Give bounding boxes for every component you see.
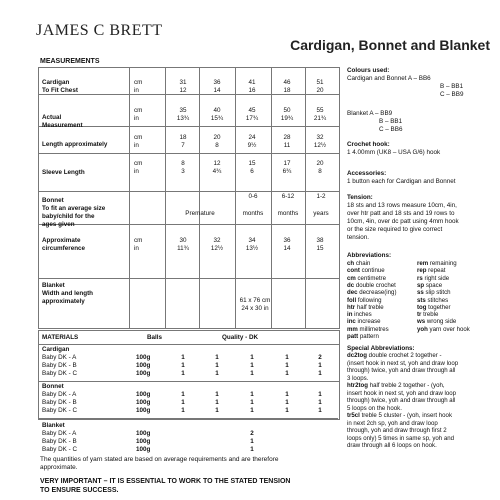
abbreviation-key: ss — [417, 289, 424, 297]
fit-in-2: 14 — [213, 87, 221, 94]
colours-heading: Colours used: — [347, 67, 390, 74]
special-abbreviation-text: treble 5 cluster - (yoh, insert hook — [359, 412, 452, 419]
abbreviation-meaning: yarn over hook — [427, 325, 470, 333]
yarn-weight: 100g — [136, 438, 151, 445]
sleeve-in-5: 8 — [318, 168, 322, 175]
cardigan-colour-a: Cardigan and Bonnet A – BB6 — [347, 75, 431, 82]
blanket-size-label: Width and length — [42, 290, 94, 297]
materials-bonnet-label: Bonnet — [42, 383, 64, 390]
abbreviations-heading: Abbreviations: — [347, 252, 392, 259]
abbreviation-meaning: repeat — [426, 267, 446, 275]
actual-cm-3: 45 — [248, 107, 256, 114]
abbreviation-meaning: double crochet — [354, 281, 396, 289]
yarn-name: Baby DK - B — [42, 362, 77, 369]
circ-cm-4: 36 — [283, 237, 291, 244]
bonnet-age-label: baby/child for the — [42, 213, 95, 220]
to-fit-chest-label: To Fit Chest — [42, 87, 78, 94]
unit-in: in — [134, 245, 139, 252]
special-abbreviation-text: through, yoh and draw through first 2 — [347, 427, 447, 434]
cardigan-colour-c: C – BB9 — [440, 91, 464, 98]
blanket-approx-label: approximately — [42, 298, 85, 305]
circ-in-2: 12½ — [210, 245, 224, 252]
abbreviation-meaning: slip stitch — [423, 289, 451, 297]
measurement-label: Measurement — [42, 122, 83, 129]
sleeve-cm-3: 15 — [248, 160, 256, 167]
qty: 2 — [250, 430, 254, 437]
circ-cm-2: 32 — [213, 237, 221, 244]
sleeve-in-1: 3 — [181, 168, 185, 175]
special-abbreviation-text: half treble 2 together - (yoh, — [368, 382, 445, 389]
special-abbreviation-text: 3 loops. — [347, 374, 369, 382]
qty: 1 — [318, 370, 322, 377]
sleeve-label: Sleeve Length — [42, 169, 85, 176]
yarn-weight: 100g — [136, 370, 151, 377]
abbreviation-key: dc — [347, 281, 355, 289]
abbreviation-meaning: together — [426, 303, 451, 311]
special-abbreviation-text: (insert hook in next st, yoh and draw loop — [347, 359, 459, 367]
fit-cm-2: 36 — [213, 79, 221, 86]
age-6-12-unit: months — [277, 210, 299, 217]
important-note-2: TO ENSURE SUCCESS. — [40, 487, 119, 494]
length-in-5: 12½ — [313, 142, 327, 149]
sleeve-in-2: 4¾ — [212, 168, 222, 175]
abbreviation-left — [347, 318, 381, 325]
special-abbreviation-key: dc2tog — [347, 352, 367, 359]
yarn-weight: 100g — [136, 391, 151, 398]
accessories-text: 1 button each for Cardigan and Bonnet — [347, 178, 456, 185]
abbreviation-key: cont — [347, 267, 360, 275]
circ-cm-3: 34 — [248, 237, 256, 244]
abbreviation-key: rs — [417, 274, 423, 282]
abbreviation-key: dec — [347, 289, 358, 297]
bonnet-fit-label: To fit an average size — [42, 205, 106, 212]
circ-in-5: 15 — [316, 245, 324, 252]
special-abbreviation-text: insert hook in next st, yoh and draw loop — [347, 389, 457, 397]
yarn-name: Baby DK - A — [42, 391, 77, 398]
length-label: Length approximately — [42, 141, 108, 148]
blanket-colour-c: C – BB6 — [379, 126, 403, 133]
yarn-name: Baby DK - C — [42, 446, 77, 453]
qty: 1 — [318, 407, 322, 414]
qty: 1 — [250, 407, 254, 414]
abbreviation-meaning: stitches — [425, 296, 449, 304]
length-cm-4: 28 — [283, 134, 291, 141]
tension-line: tension. — [347, 234, 370, 241]
qty: 1 — [181, 354, 185, 361]
abbreviation-left — [347, 333, 379, 340]
abbreviation-meaning: remaining — [428, 260, 457, 267]
unit-cm: cm — [134, 79, 143, 86]
materials-blanket-label: Blanket — [42, 422, 65, 429]
age-1-2-unit: years — [313, 210, 329, 217]
special-abbreviation-key: tr5cl — [347, 412, 360, 419]
materials-cardigan-label: Cardigan — [42, 346, 70, 353]
yarn-weight: 100g — [136, 446, 151, 453]
abbreviation-meaning: right side — [422, 274, 450, 282]
abbreviation-meaning: wrong side — [425, 318, 457, 326]
qty: 1 — [285, 370, 289, 377]
abbreviation-meaning: half treble — [355, 303, 384, 311]
qty: 1 — [318, 362, 322, 369]
fit-cm-3: 41 — [248, 79, 256, 86]
yarn-name: Baby DK - A — [42, 430, 77, 437]
abbreviation-key: in — [347, 311, 353, 319]
abbreviation-key: yoh — [417, 325, 428, 333]
age-0-6: 0-6 — [248, 193, 258, 200]
abbreviation-key: inc — [347, 318, 356, 326]
length-cm-2: 20 — [213, 134, 221, 141]
special-abbreviation-text: loops only) 5 times in same sp, yoh and — [347, 434, 455, 442]
qty: 1 — [285, 407, 289, 414]
special-abbreviation-text: draw through all 6 loops on hook. — [347, 442, 437, 449]
circ-in-1: 11¾ — [177, 245, 189, 252]
circumference-label: Approximate — [42, 237, 81, 244]
yarn-weight: 100g — [136, 354, 151, 361]
circ-cm-5: 38 — [316, 237, 324, 244]
bonnet-label: Bonnet — [42, 197, 64, 204]
qty: 1 — [181, 399, 185, 406]
qty: 1 — [285, 362, 289, 369]
circ-in-4: 14 — [283, 245, 291, 252]
abbreviation-row — [347, 334, 379, 341]
yarn-name: Baby DK - B — [42, 399, 77, 406]
qty: 1 — [318, 399, 322, 406]
qty: 1 — [181, 407, 185, 414]
actual-cm-1: 35 — [179, 107, 187, 114]
fit-cm-4: 46 — [283, 79, 291, 86]
tension-line: 18 sts and 13 rows measure 10cm, 4in, — [347, 202, 457, 209]
yarn-name: Baby DK - A — [42, 354, 77, 361]
circ-in-3: 13½ — [245, 245, 259, 252]
hook-text: 1 4.00mm (UK8 – USA G/6) hook — [347, 149, 441, 156]
length-in-4: 11 — [283, 142, 291, 149]
unit-cm: cm — [134, 134, 143, 141]
abbreviation-key: ch — [347, 260, 355, 267]
unit-cm: cm — [134, 107, 143, 114]
abbreviation-key: ws — [417, 318, 426, 326]
sleeve-cm-5: 20 — [316, 160, 324, 167]
abbreviation-key: patt — [347, 333, 359, 340]
abbreviation-meaning: space — [424, 281, 443, 289]
abbreviation-meaning: pattern — [358, 333, 379, 340]
age-6-12: 6-12 — [281, 193, 295, 200]
blanket-size-cm: 61 x 76 cm — [239, 297, 271, 304]
yarn-name: Baby DK - C — [42, 370, 77, 377]
special-abbreviations-heading: Special Abbreviations: — [347, 345, 415, 352]
premature-label: Premature — [185, 210, 215, 217]
length-in-1: 7 — [181, 142, 185, 149]
length-in-3: 9½ — [247, 142, 257, 149]
qty: 1 — [215, 407, 219, 414]
qty: 1 — [250, 438, 254, 445]
abbreviation-left — [347, 260, 370, 267]
materials-blanket-box — [38, 418, 338, 419]
yarn-weight: 100g — [136, 430, 151, 437]
yarn-name: Baby DK - C — [42, 407, 77, 414]
actual-in-2: 15¾ — [210, 115, 224, 122]
cardigan-label: Cardigan — [42, 79, 70, 86]
abbreviation-meaning: decrease(ing) — [357, 289, 397, 297]
qty: 1 — [250, 391, 254, 398]
actual-cm-2: 40 — [213, 107, 221, 114]
abbreviation-meaning: chain — [354, 260, 371, 267]
sleeve-in-3: 6 — [250, 168, 254, 175]
yarn-note-2: approximate. — [40, 464, 78, 471]
yarn-weight: 100g — [136, 407, 151, 414]
abbreviation-key: tog — [417, 303, 427, 311]
abbreviation-meaning: inches — [352, 311, 372, 319]
actual-cm-4: 50 — [283, 107, 291, 114]
actual-in-4: 19¾ — [280, 115, 294, 122]
circ-cm-1: 30 — [179, 237, 187, 244]
tension-line: over htr patt and 18 sts and 19 rows to — [347, 210, 455, 217]
qty: 1 — [215, 362, 219, 369]
fit-cm-1: 31 — [179, 79, 187, 86]
yarn-note-1: The quantities of yarn stated are based on average requirements and are therefore — [40, 456, 279, 463]
fit-cm-5: 51 — [316, 79, 324, 86]
special-abbreviation-text: 5 loops on the hook. — [347, 404, 402, 412]
qty: 1 — [250, 446, 254, 453]
abbreviation-key: sp — [417, 281, 425, 289]
qty: 1 — [181, 362, 185, 369]
abbreviation-key: cm — [347, 274, 356, 282]
length-cm-3: 24 — [248, 134, 256, 141]
abbreviation-key: htr — [347, 303, 356, 311]
qty: 1 — [250, 399, 254, 406]
brand-logo: JAMES C BRETT — [36, 22, 163, 39]
abbreviation-meaning: increase — [355, 318, 381, 326]
qty: 1 — [215, 354, 219, 361]
special-abbreviation-line — [347, 443, 437, 450]
document-title: Cardigan, Bonnet and Blanket — [290, 37, 490, 53]
abbreviation-left — [347, 282, 396, 289]
qty: 1 — [215, 399, 219, 406]
special-abbreviation-text: through) twice, yoh and draw through all — [347, 397, 456, 404]
blanket-size-in: 24 x 30 in — [241, 305, 269, 312]
abbreviation-left — [347, 297, 382, 304]
qty: 1 — [215, 391, 219, 398]
qty: 2 — [318, 354, 322, 361]
abbreviation-left — [347, 267, 385, 274]
blanket-label: Blanket — [42, 282, 65, 289]
abbreviation-left — [347, 304, 384, 311]
actual-in-1: 13¾ — [176, 115, 190, 122]
sleeve-cm-4: 17 — [283, 160, 291, 167]
tension-heading: Tension: — [347, 194, 373, 201]
unit-in: in — [134, 142, 139, 149]
unit-cm: cm — [134, 160, 143, 167]
abbreviation-left — [347, 275, 386, 282]
hook-heading: Crochet hook: — [347, 141, 390, 148]
length-cm-5: 32 — [316, 134, 324, 141]
special-abbreviation-text: in next 2ch sp, yoh and draw loop — [347, 419, 438, 427]
qty: 1 — [285, 391, 289, 398]
qty: 1 — [285, 399, 289, 406]
tension-line: 10cm, 4in, over dc patt using 4mm hook — [347, 218, 459, 225]
cardigan-colour-b: B – BB1 — [440, 83, 464, 90]
measurements-heading: MEASUREMENTS — [40, 58, 100, 65]
abbreviation-meaning: treble — [421, 311, 439, 319]
bonnet-ages-given-label: ages given — [42, 221, 75, 228]
abbreviation-meaning: millimetres — [357, 325, 389, 333]
balls-heading: Balls — [147, 334, 163, 341]
blanket-colour-a: Blanket A – BB9 — [347, 110, 393, 117]
tension-line: or the size required to give correct — [347, 226, 443, 233]
sleeve-cm-1: 8 — [181, 160, 185, 167]
abbreviation-meaning: following — [356, 296, 382, 304]
yarn-name: Baby DK - B — [42, 438, 77, 445]
actual-label: Actual — [42, 114, 62, 121]
qty: 1 — [215, 370, 219, 377]
yarn-weight: 100g — [136, 399, 151, 406]
quality-heading: Quality - DK — [222, 334, 259, 341]
abbreviation-right — [417, 327, 470, 334]
actual-in-5: 21¾ — [313, 115, 327, 122]
qty: 1 — [181, 391, 185, 398]
abbreviation-meaning: centimetre — [355, 274, 386, 282]
sleeve-cm-2: 12 — [213, 160, 221, 167]
accessories-heading: Accessories: — [347, 170, 387, 177]
fit-in-3: 16 — [248, 87, 256, 94]
blanket-colour-b: B – BB1 — [379, 118, 403, 125]
age-0-6-unit: months — [242, 210, 264, 217]
age-1-2: 1-2 — [316, 193, 326, 200]
abbreviation-left — [347, 311, 372, 318]
abbreviation-key: mm — [347, 325, 358, 333]
unit-in: in — [134, 87, 139, 94]
abbreviation-meaning: continue — [359, 267, 385, 275]
abbreviation-key: sts — [417, 296, 426, 304]
fit-in-4: 18 — [283, 87, 291, 94]
abbreviation-key: tr — [417, 311, 422, 319]
qty: 1 — [250, 362, 254, 369]
abbreviation-key: foll — [347, 296, 357, 304]
special-abbreviation-text: through) twice, yoh and draw through all — [347, 367, 456, 374]
sleeve-in-4: 6¾ — [282, 168, 292, 175]
fit-in-5: 20 — [316, 87, 324, 94]
special-abbreviation-text: double crochet 2 together - — [366, 352, 442, 359]
materials-heading: MATERIALS — [42, 334, 79, 341]
qty: 1 — [285, 354, 289, 361]
unit-cm: cm — [134, 237, 143, 244]
length-cm-1: 18 — [179, 134, 187, 141]
unit-in: in — [134, 115, 139, 122]
qty: 1 — [250, 354, 254, 361]
circumference-label-2: circumference — [42, 245, 86, 252]
abbreviation-left — [347, 289, 396, 296]
special-abbreviation-key: htr2tog — [347, 382, 368, 389]
qty: 1 — [181, 370, 185, 377]
important-note-1: VERY IMPORTANT – IT IS ESSENTIAL TO WORK TO THE STATED TENSION — [40, 478, 291, 485]
qty: 1 — [250, 370, 254, 377]
actual-cm-5: 55 — [316, 107, 324, 114]
abbreviation-left — [347, 326, 389, 333]
abbreviation-key: rep — [417, 267, 427, 275]
unit-in: in — [134, 168, 139, 175]
actual-in-3: 17¾ — [245, 115, 259, 122]
fit-in-1: 12 — [179, 87, 187, 94]
qty: 1 — [318, 391, 322, 398]
length-in-2: 8 — [215, 142, 219, 149]
abbreviation-key: rem — [417, 260, 429, 267]
yarn-weight: 100g — [136, 362, 151, 369]
